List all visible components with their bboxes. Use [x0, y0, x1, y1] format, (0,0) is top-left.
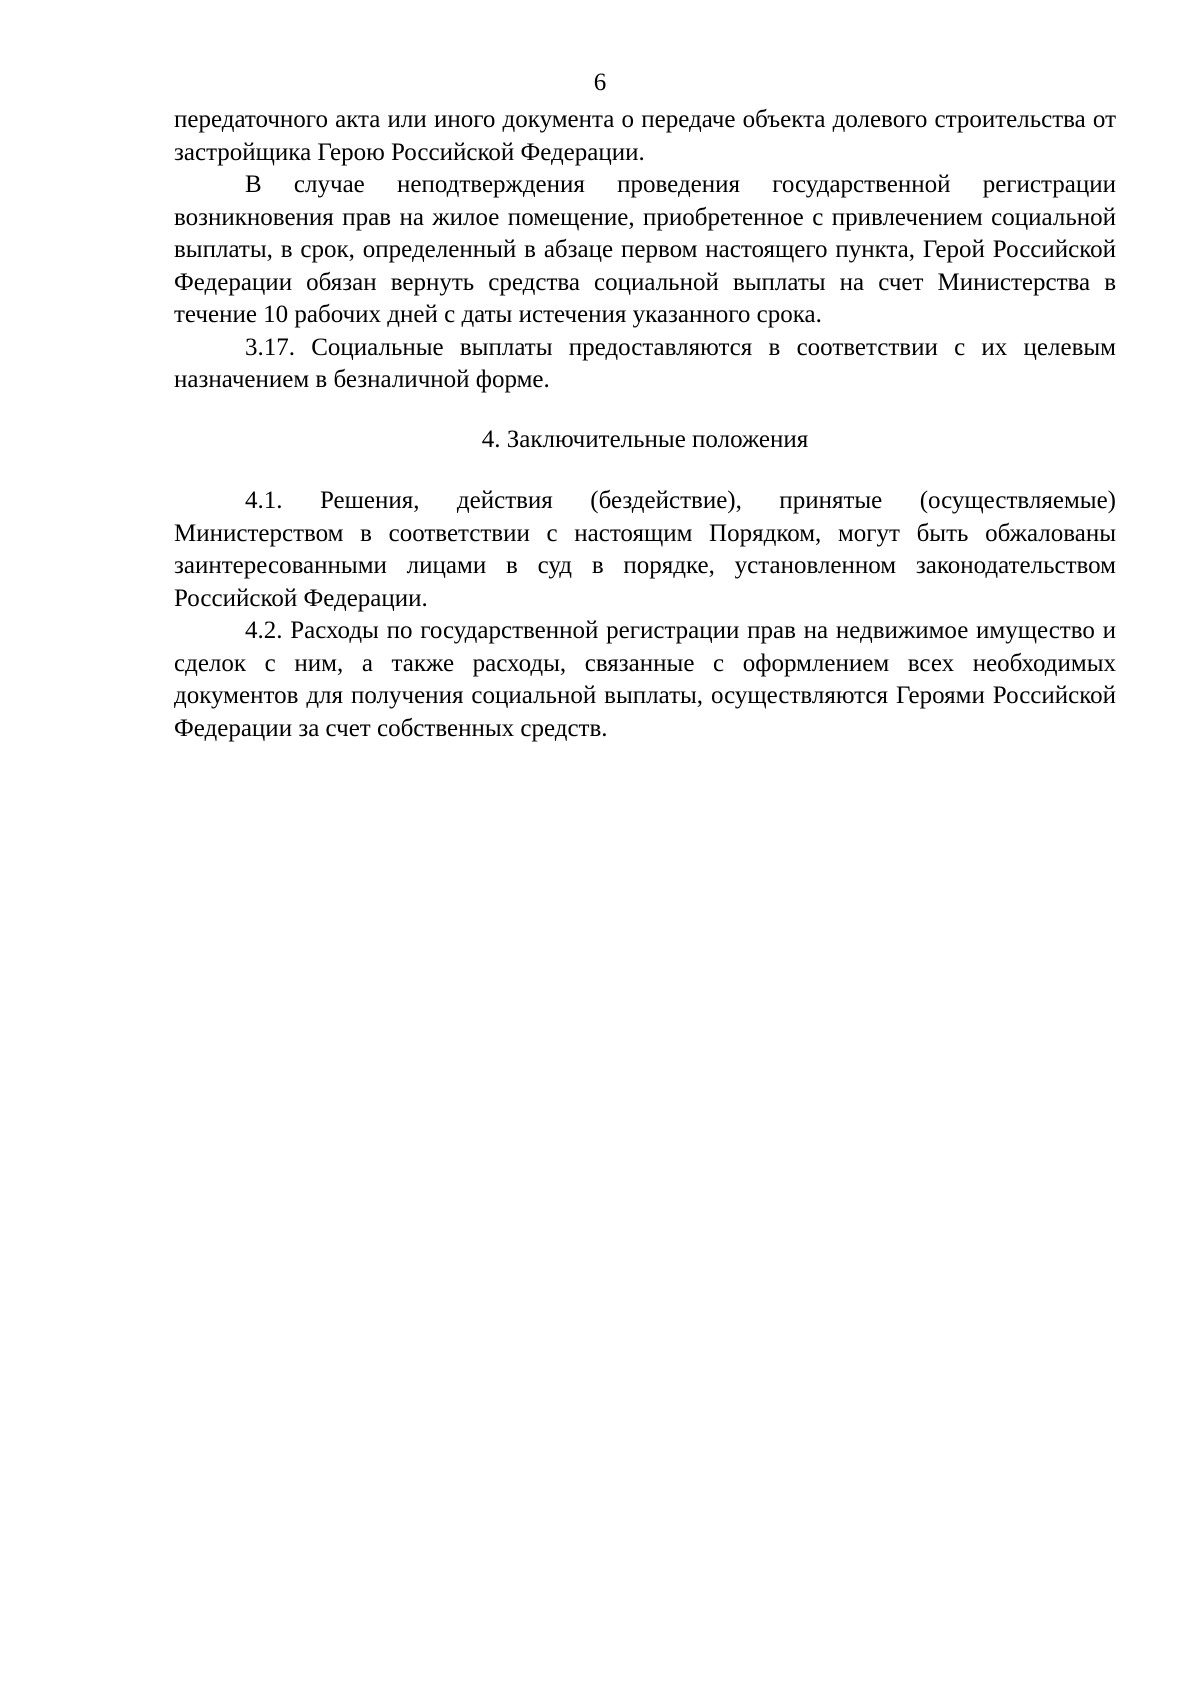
page-number: 6: [593, 69, 607, 96]
paragraph-4-1: 4.1. Решения, действия (бездействие), принятые (осуществляемые) Министерством в соответствии с настоящим Порядком, могут быть обжалованы заинтересованными лицами в суд в порядке, установленном законодательством Российской Федерации.: [174, 487, 1116, 612]
paragraph-3-17: 3.17. Социальные выплаты предоставляются в соответствии с их целевым назначением в безналичной форме.: [174, 333, 1116, 393]
paragraph-4-2: 4.2. Расходы по государственной регистрации прав на недвижимое имущество и сделок с ним, а также расходы, связанные с оформлением всех необходимых документов для получения социальной выплаты, осуществляются Героями Российской Федерации за счет собственных средств.: [174, 617, 1116, 742]
document-body: [174, 104, 1116, 745]
paragraph-continuation: передаточного акта или иного документа о передаче объекта долевого строительства от застройщика Герою Российской Федерации.: [174, 106, 1116, 166]
section-heading: 4. Заключительные положения: [481, 425, 809, 453]
paragraph-registration-refund: В случае неподтверждения проведения государственной регистрации возникновения прав на жилое помещение, приобретенное с привлечением социальной выплаты, в срок, определенный в абзаце первом настоящего пункта, Герой Российской Федерации обязан вернуть средства социальной выплаты на счет Министерства в течение 10 рабочих дней с даты истечения указанного срока.: [174, 171, 1116, 328]
